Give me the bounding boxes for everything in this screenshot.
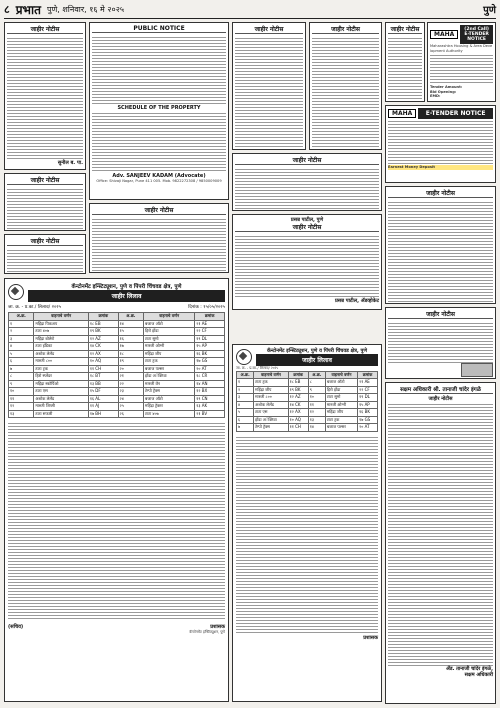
table-cell: १८ BT <box>88 373 118 381</box>
auction-notice-2 <box>232 344 382 704</box>
co1-header-5: क्रमांक <box>195 313 225 321</box>
table-cell: टेम्पो ट्रॅक्स <box>144 388 195 396</box>
auction-org: कॅन्टोनमेंट इन्स्टिट्यूशन, पुणे व पिंपरी चिंचवड क्षेत्र, पुणे <box>71 284 182 290</box>
col3-notice-4-org: प्रसन्न पाटील, पुणे <box>290 217 324 223</box>
table-cell: १५ DF <box>88 388 118 396</box>
table-cell: १८ EB <box>88 320 118 328</box>
auction2-subtitle: जाहीर लिलाव <box>256 354 378 366</box>
table-cell: हिरो स्प्लेंडर <box>34 373 88 381</box>
co1-header-3: अ.क्र. <box>118 313 143 321</box>
table-cell: हिरो होंडा <box>325 386 357 394</box>
table-cell: महिंद्रा जीप <box>325 409 357 417</box>
col3-notice-4 <box>232 214 382 310</box>
col4-notice-2 <box>385 186 496 304</box>
col3-notice-1-title: जाहीर नोटीस <box>235 25 303 34</box>
table-cell: १५ AP <box>358 401 378 409</box>
table-cell: ११ <box>308 401 325 409</box>
table-cell: २२ CF <box>358 386 378 394</box>
auction-notice-1-box <box>4 278 229 702</box>
table-cell: १५ AP <box>195 343 225 351</box>
authority-body <box>388 402 493 666</box>
schedule-body <box>92 111 226 173</box>
table-cell: १० <box>9 388 34 396</box>
column-1 <box>4 22 86 276</box>
table-cell: १२ AX <box>288 409 308 417</box>
table-cell: ६ <box>237 416 254 424</box>
tender-1-key3: EMD: <box>430 94 441 99</box>
col3-notice-4-signature: प्रसन्न पाटील, ॲडव्होकेट <box>334 298 379 304</box>
table-cell: ५ <box>237 409 254 417</box>
authority-sig-name: ॲड. तानाजी चांदेर इंगळे, <box>446 666 493 672</box>
table-cell: बजाज ऑटो <box>144 395 195 403</box>
tender-2-title: E-TENDER NOTICE <box>418 108 493 119</box>
table-cell: ३ <box>237 394 254 402</box>
table-row <box>9 335 225 343</box>
table-row <box>237 379 378 387</box>
table-cell: १९ CN <box>195 395 225 403</box>
notice-1-body <box>7 36 83 160</box>
table-cell: २ <box>9 328 34 336</box>
table-row <box>9 358 225 366</box>
table-cell: ८ <box>308 379 325 387</box>
notice-col2 <box>89 203 229 273</box>
edition-city: पुणे <box>483 5 496 16</box>
table-cell: ६ <box>9 358 34 366</box>
table-cell: २० AT <box>358 424 378 432</box>
notice-col2-body <box>92 217 226 273</box>
table-cell: १३ AK <box>195 403 225 411</box>
tender-1 <box>427 22 496 102</box>
table-cell: टाटा ४०७ <box>34 328 88 336</box>
emblem-icon-2 <box>236 349 252 365</box>
table-cell: २१ AE <box>195 320 225 328</box>
table-row <box>9 380 225 388</box>
notice-1 <box>4 22 86 170</box>
table-cell: टाटा इंडिका <box>34 343 88 351</box>
table-cell: १७ GS <box>195 358 225 366</box>
table-cell: १६ BK <box>195 350 225 358</box>
table-cell: ४ <box>237 401 254 409</box>
table-cell: २२ CF <box>195 328 225 336</box>
table-cell: १ <box>237 379 254 387</box>
table-cell: टाटा सुमो <box>144 335 195 343</box>
public-notice <box>89 22 229 200</box>
schedule-title: SCHEDULE OF THE PROPERTY <box>117 105 201 111</box>
table-cell: मारुती ८०० <box>34 358 88 366</box>
page-number: ८ <box>4 2 10 16</box>
table-cell: १४ CK <box>288 401 308 409</box>
table-cell: होंडा अॅक्टिवा <box>254 416 289 424</box>
table-cell: टेम्पो ट्रॅक्स <box>254 424 289 432</box>
tender-2-body <box>388 119 493 165</box>
col4-notice-3-body <box>388 321 493 363</box>
tender-1-key2: Bid Opening: <box>430 89 457 94</box>
public-notice-title: PUBLIC NOTICE <box>92 25 226 33</box>
table-cell: १७ <box>118 343 143 351</box>
table-cell: टाटा एस <box>34 388 88 396</box>
table-cell: टाटा एस <box>254 409 289 417</box>
table-row <box>9 328 225 336</box>
notice-3 <box>4 234 86 274</box>
auction2-ref: जा. क्र. - प्र.का./ लिलाव/ २०२५ <box>236 366 279 370</box>
table-cell: १७ BH <box>88 410 118 418</box>
table-cell: १० AQ <box>288 416 308 424</box>
table-cell: मारुती ओम्नी <box>144 343 195 351</box>
table-cell: मारुती ८०० <box>254 394 289 402</box>
col4-notice-1 <box>385 22 425 102</box>
table-cell: २४ <box>118 395 143 403</box>
auction2-terms-body <box>236 435 378 635</box>
table-cell: १४ <box>308 424 325 432</box>
authority-sig-role: सक्षम अधिकारी <box>464 672 493 678</box>
table-cell: ५ <box>9 350 34 358</box>
authority-subtitle: जाहीर नोटीस <box>428 396 453 402</box>
notice-1-signature: सुनील ब. पा. <box>57 160 83 166</box>
tender-2-badge: MAHA <box>388 109 416 118</box>
table-cell: १२ AZ <box>88 335 118 343</box>
table-row <box>237 386 378 394</box>
table-cell: अशोक लेलँड <box>34 350 88 358</box>
table-cell: १३ BB <box>88 380 118 388</box>
table-cell: २१ BV <box>195 410 225 418</box>
table-cell: ७ <box>9 365 34 373</box>
notice-2 <box>4 173 86 231</box>
table-cell: २१ AE <box>358 379 378 387</box>
table-cell: १२ BX <box>195 388 225 396</box>
table-cell: १६ BK <box>358 409 378 417</box>
table-cell: १६ AL <box>88 395 118 403</box>
table-row <box>9 343 225 351</box>
auction-org-short: कॅन्टोनमेंट इन्स्टिट्यूशन, पुणे <box>189 630 225 634</box>
column-3 <box>232 22 382 342</box>
table-cell: मारुती ओम्नी <box>325 401 357 409</box>
table-cell: २३ <box>118 388 143 396</box>
vehicle-table-2 <box>236 371 378 432</box>
table-cell: ८ <box>9 373 34 381</box>
col4-notice-3-stamp <box>461 363 493 377</box>
tender-2-highlight: Earnest Money Deposit <box>388 165 493 170</box>
table-cell: टाटा सुमो <box>325 394 357 402</box>
table-cell: हिरो होंडा <box>144 328 195 336</box>
table-cell: अशोक लेलँड <box>34 395 88 403</box>
table-row <box>9 320 225 328</box>
table-cell: महिंद्रा जीप <box>254 386 289 394</box>
col3-notice-3 <box>232 153 382 211</box>
table-cell: ४ <box>9 343 34 351</box>
table-cell: महिंद्रा बोलेरो <box>34 335 88 343</box>
auction-sig-2: प्रशासक <box>210 624 225 630</box>
col3-notice-4-title: जाहीर नोटीस <box>235 223 379 232</box>
tender-1-body <box>430 53 493 85</box>
table-row <box>9 350 225 358</box>
table-cell: १३ <box>9 410 34 418</box>
table-cell: अशोक लेलँड <box>254 401 289 409</box>
tender-1-title: (2nd Call) E-TENDER NOTICE <box>460 25 493 44</box>
table-cell: बजाज पल्सर <box>144 365 195 373</box>
table-cell: महिंद्रा ट्रॅक्टर <box>144 403 195 411</box>
table-cell: १२ <box>308 409 325 417</box>
co1-header-0: अ.क्र. <box>9 313 34 321</box>
public-notice-body <box>92 35 226 105</box>
table-cell: ७ <box>237 424 254 432</box>
co2-header-2: क्रमांक <box>288 371 308 379</box>
co1-header-1: वाहनाचे वर्णन <box>34 313 88 321</box>
table-row <box>9 395 225 403</box>
advocate-address: Office: Shivaji Nagar, Pune 411 005. Mob. 9822272308 / 9850009009 <box>96 179 222 183</box>
table-cell: बजाज ऑटो <box>325 379 357 387</box>
table-cell: १९ BK <box>288 386 308 394</box>
table-cell: महिंद्रा स्कॉर्पिओ <box>34 380 88 388</box>
tender-2 <box>385 105 496 183</box>
table-cell: महिंद्रा पिकअप <box>34 320 88 328</box>
table-cell: २२ <box>118 380 143 388</box>
table-cell: २१ <box>118 373 143 381</box>
table-cell: होंडा अॅक्टिवा <box>144 373 195 381</box>
auction-date: दिनांक : १५/०५/२०२५ <box>188 305 225 310</box>
table-cell: १९ DL <box>195 335 225 343</box>
table-cell: १२ AX <box>88 350 118 358</box>
table-cell: १२ AZ <box>288 394 308 402</box>
paper-name: प्रभात <box>15 2 41 17</box>
table-cell: २ <box>237 386 254 394</box>
auction2-signature: प्रशासक <box>363 634 378 641</box>
table-cell: ११ CH <box>288 424 308 432</box>
col3-notice-1-body <box>235 36 303 148</box>
table-cell: २० <box>118 365 143 373</box>
table-cell: ९ <box>308 386 325 394</box>
col4-notice-3-title: जाहीर नोटीस <box>388 310 493 319</box>
table-cell: १४ AN <box>195 380 225 388</box>
table-cell: १९ DL <box>358 394 378 402</box>
table-cell: १२ <box>9 403 34 411</box>
notice-1-title: जाहीर नोटीस <box>7 25 83 34</box>
column-4 <box>385 22 496 704</box>
table-cell: ११ <box>9 395 34 403</box>
table-cell: टाटा ट्रक <box>34 365 88 373</box>
col3-notice-3-body <box>235 167 379 211</box>
col4-notice-2-title: जाहीर नोटीस <box>388 189 493 198</box>
emblem-icon <box>8 284 24 300</box>
auction-notice-1 <box>4 278 229 704</box>
co2-header-5: क्रमांक <box>358 371 378 379</box>
table-cell: १७ GS <box>358 416 378 424</box>
table-cell: टाटा ट्रक <box>144 358 195 366</box>
issue-date: पुणे, शनिवार, १६ मे २०२५ <box>46 4 125 14</box>
auction-subtitle: जाहीर लिलाव <box>28 290 225 302</box>
notice-col2-title: जाहीर नोटीस <box>92 206 226 215</box>
table-cell: २० AT <box>195 365 225 373</box>
table-row <box>237 394 378 402</box>
auction2-org: कॅन्टोनमेंट इन्स्टिट्यूशन, पुणे व पिंपरी चिंचवड क्षेत्र, पुणे <box>267 348 367 354</box>
notice-3-body <box>7 248 83 274</box>
co2-header-4: वाहनाचे वर्णन <box>325 371 357 379</box>
table-row <box>237 416 378 424</box>
table-cell: १३ <box>308 416 325 424</box>
table-row <box>9 373 225 381</box>
col3-notice-2-title: जाहीर नोटीस <box>312 25 379 34</box>
col3-notice-1 <box>232 22 306 150</box>
col3-notice-2-body <box>312 36 379 148</box>
co2-header-3: अ.क्र. <box>308 371 325 379</box>
col4-notice-1-title: जाहीर नोटीस <box>388 25 422 34</box>
table-cell: ३ <box>9 335 34 343</box>
table-cell: ९ <box>9 380 34 388</box>
table-row <box>9 410 225 418</box>
co1-header-4: वाहनाचे वर्णन <box>144 313 195 321</box>
table-cell: महिंद्रा जीप <box>144 350 195 358</box>
table-cell: १ <box>9 320 34 328</box>
col4-notice-1-body <box>388 36 422 102</box>
table-cell: ११ AJ <box>88 403 118 411</box>
table-cell: १९ <box>118 358 143 366</box>
co1-header-2: क्रमांक <box>88 313 118 321</box>
table-row <box>237 401 378 409</box>
table-row <box>9 365 225 373</box>
co2-header-0: अ.क्र. <box>237 371 254 379</box>
table-cell: १० <box>308 394 325 402</box>
table-cell: टाटा ४०७ <box>144 410 195 418</box>
table-row <box>237 409 378 417</box>
notice-3-title: जाहीर नोटीस <box>7 237 83 246</box>
tender-1-badge: MAHA <box>430 30 458 39</box>
table-cell: ११ CH <box>88 365 118 373</box>
table-row <box>9 388 225 396</box>
authority-notice <box>385 382 496 704</box>
col3-notice-4-body <box>235 234 379 298</box>
col3-notice-2 <box>309 22 382 150</box>
table-cell: २५ <box>118 403 143 411</box>
table-cell: १८ CR <box>195 373 225 381</box>
auction-sig-1: (सचिव) <box>8 624 24 630</box>
table-cell: मारुती वॅन <box>144 380 195 388</box>
masthead <box>4 0 496 19</box>
table-cell: १० AQ <box>88 358 118 366</box>
table-cell: टाटा ट्रक <box>254 379 289 387</box>
table-cell: बजाज पल्सर <box>325 424 357 432</box>
tender-1-key1: Tender Amount: <box>430 85 463 90</box>
table-cell: १८ EB <box>288 379 308 387</box>
notice-2-body <box>7 187 83 231</box>
table-cell: बजाज ऑटो <box>144 320 195 328</box>
table-cell: १५ <box>118 328 143 336</box>
table-cell: २६ <box>118 410 143 418</box>
auction-ref: जा. क्र. - प्र.का./ लिलाव/ २०२५ <box>8 305 61 310</box>
vehicle-table <box>8 312 225 418</box>
col3-notice-3-title: जाहीर नोटीस <box>235 156 379 165</box>
table-cell: मारुती जिप्सी <box>34 403 88 411</box>
table-cell: १६ <box>118 335 143 343</box>
table-cell: १८ <box>118 350 143 358</box>
column-2 <box>89 22 229 276</box>
tender-1-issuer: Maharashtra Housing & Area Development Authority <box>430 44 493 53</box>
table-cell: टाटा सफारी <box>34 410 88 418</box>
notice-2-title: जाहीर नोटीस <box>7 176 83 185</box>
auction-notice-2-box <box>232 344 382 702</box>
authority-title: सक्षम अधिकारी श्री. तानाजी चांदेर इंगळे <box>388 385 493 394</box>
col4-notice-2-body <box>388 200 493 304</box>
table-row <box>9 403 225 411</box>
auction-terms-body <box>8 421 225 621</box>
table-cell: १४ <box>118 320 143 328</box>
co2-header-1: वाहनाचे वर्णन <box>254 371 289 379</box>
col4-notice-3 <box>385 307 496 379</box>
advocate-name: Adv. SANJEEV KADAM (Advocate) <box>112 173 206 179</box>
table-cell: १४ CK <box>88 343 118 351</box>
table-row <box>237 424 378 432</box>
table-cell: १९ BK <box>88 328 118 336</box>
table-cell: टाटा ट्रक <box>325 416 357 424</box>
